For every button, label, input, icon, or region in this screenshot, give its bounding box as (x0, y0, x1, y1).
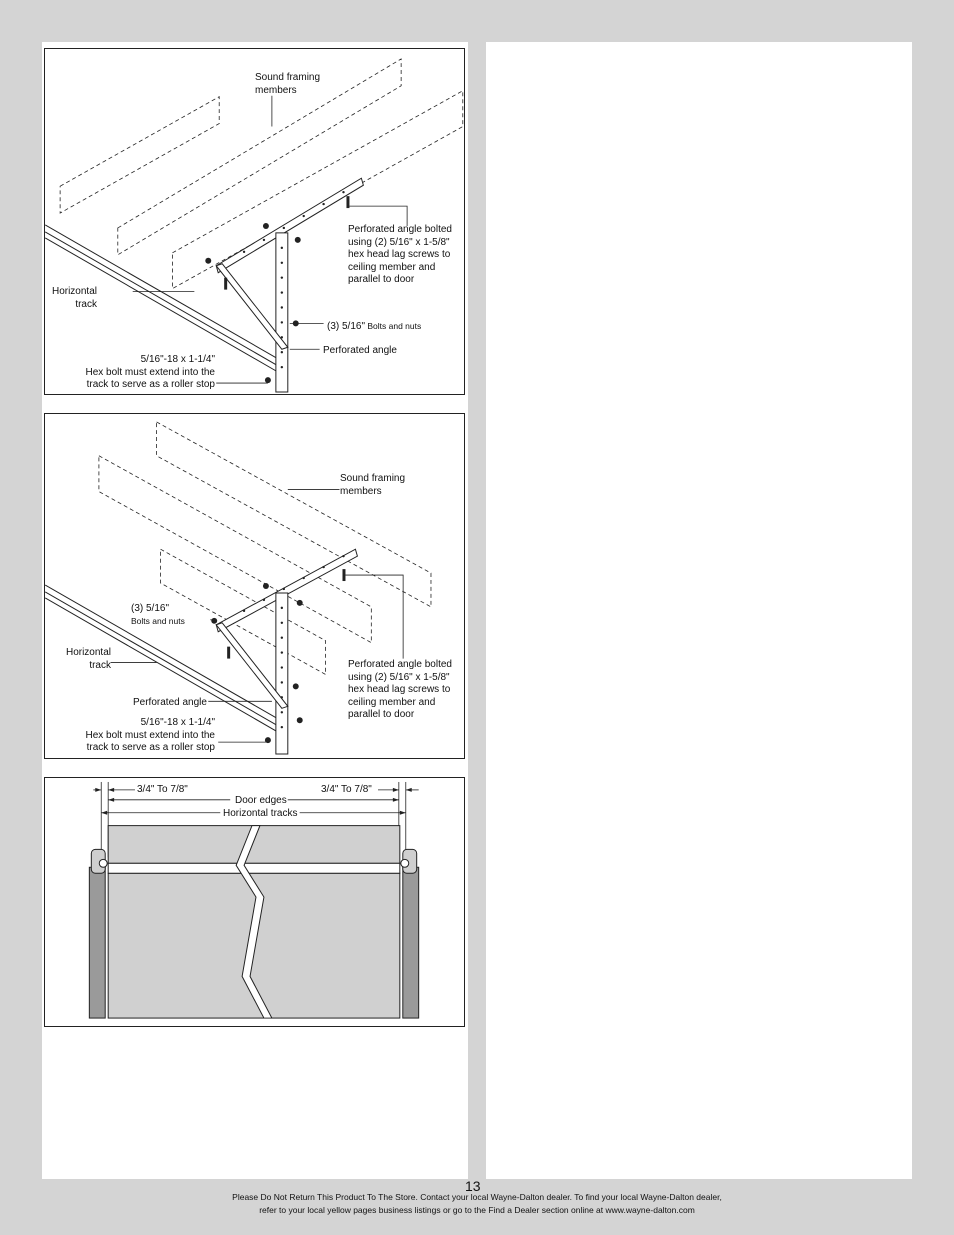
label-horizontal-track: Horizontal track (65, 647, 111, 671)
label-hex-bolt: 5/16"-18 x 1-1/4" Hex bolt must extend into the track to serve as a roller stop (85, 354, 215, 390)
label-perforated-angle: Perforated angle (133, 697, 207, 708)
label-horizontal-tracks: Horizontal tracks (223, 808, 298, 819)
perforated-angle (216, 549, 357, 754)
figure-ceiling-bracket-2 (44, 413, 465, 759)
bolts-size: (3) 5/16" (327, 321, 366, 332)
framing-members (99, 422, 431, 675)
label-bolts-size: (3) 5/16" (131, 603, 170, 614)
label-gap-right: 3/4" To 7/8" (321, 784, 372, 795)
footer-line-2: refer to your local yellow pages business listings or go to the Find a Dealer section online at www.wayne-dalton.com (259, 1205, 695, 1215)
bracket-drawing-1 (45, 49, 464, 394)
label-hex-bolt: 5/16"-18 x 1-1/4" Hex bolt must extend into the track to serve as a roller stop (85, 717, 215, 753)
label-perforated-angle-bolted: Perforated angle bolted using (2) 5/16" x 1-5/8" hex head lag screws to ceiling member and parallel to door (348, 659, 452, 720)
page-number: 13 (465, 1178, 481, 1194)
label-door-edges: Door edges (235, 795, 287, 806)
figure-door-clearance (44, 777, 465, 1027)
figure-ceiling-bracket-1 (44, 48, 465, 395)
perforation-holes (243, 555, 345, 728)
perforation-holes (243, 191, 345, 368)
perforated-angle (216, 178, 366, 392)
label-perforated-angle: Perforated angle (323, 345, 397, 356)
label-sound-framing: Sound framing members (255, 72, 321, 96)
label-horizontal-track: Horizontal track (51, 286, 97, 310)
right-column (486, 42, 912, 1179)
label-perforated-angle-bolted: Perforated angle bolted using (2) 5/16" x 1-5/8" hex head lag screws to ceiling member and parallel to door (348, 224, 452, 285)
label-bolts-and-nuts: Bolts and nuts (131, 616, 185, 626)
bolts-text: Bolts and nuts (365, 321, 422, 331)
footer-line-1: Please Do Not Return This Product To The Store. Contact your local Wayne-Dalton dealer. To find your local Wayne-Dalton dealer, (232, 1192, 722, 1202)
label-bolts-and-nuts (327, 320, 421, 334)
label-gap-left: 3/4" To 7/8" (137, 784, 188, 795)
label-sound-framing: Sound framing members (340, 473, 406, 497)
